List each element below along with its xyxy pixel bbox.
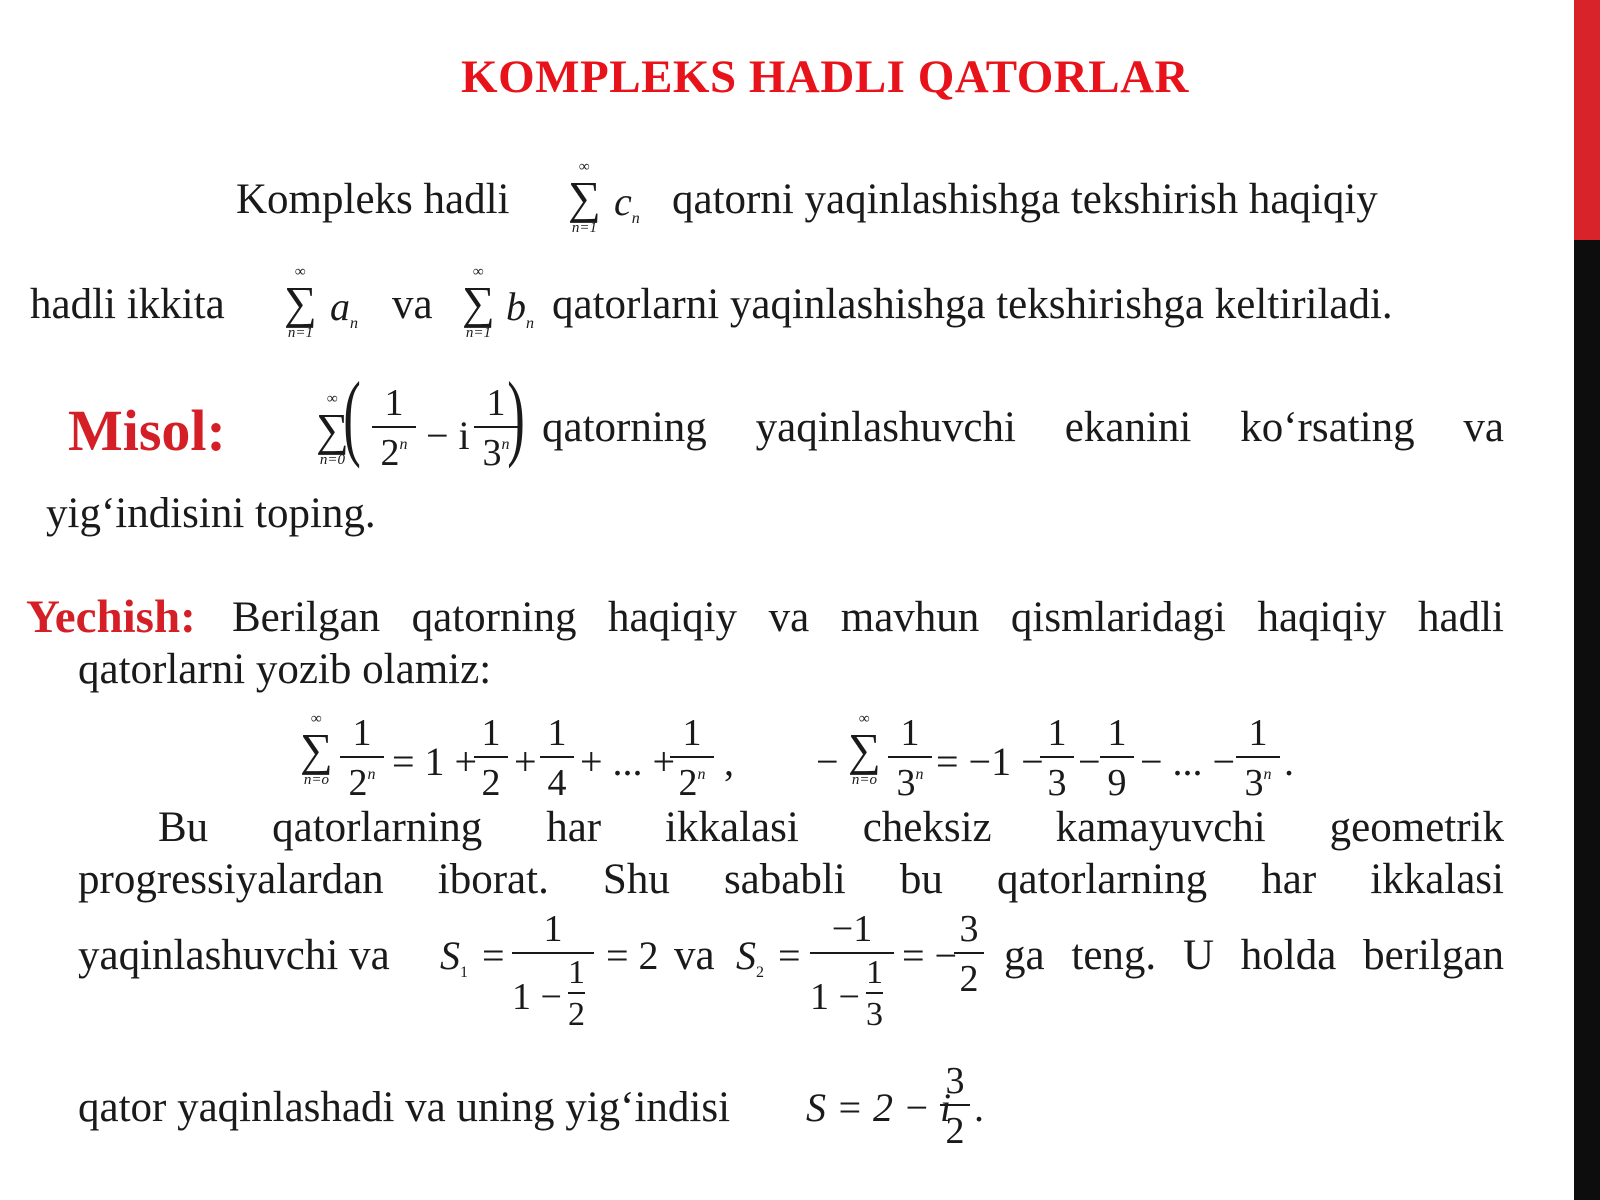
para-line2: progressiyalardan iborat. Shu sababli bu qatorlarning har ikkalasi <box>78 856 1504 903</box>
series1-plus: + <box>514 739 537 784</box>
series2-frac-1-over-3n: $\frac{1}{3^n}$ <box>888 714 932 802</box>
sum-a-symbol: ∞ ∑ n=1 <box>284 264 317 341</box>
series1-frac-last: $\frac{1}{2^n}$ <box>670 714 714 802</box>
misol-text1: qatorning yaqinlashuvchi ekanini ko‘rsating va <box>542 404 1504 451</box>
para-line4-pre: qator yaqinlashadi va uning yig‘indisi <box>78 1084 731 1131</box>
sum-c-symbol: ∞ ∑ n=1 <box>568 159 601 236</box>
para-line3-pre: yaqinlashuvchi va <box>78 932 390 979</box>
intro-line1-pre: Kompleks hadli <box>236 176 510 223</box>
S2-symbol: $S_2$ <box>736 933 764 981</box>
misol-label: Misol: <box>68 398 226 463</box>
S1-symbol: $S_1$ <box>440 933 468 981</box>
para-line3-post: ga teng. U holda berilgan <box>1004 932 1504 979</box>
series1-comma: , <box>724 739 734 784</box>
series2-period: . <box>1284 739 1294 784</box>
S1-eq: = <box>482 933 505 978</box>
S-final-frac: $\frac{3}{2}$ <box>940 1062 970 1150</box>
accent-stripe-red <box>1574 0 1600 240</box>
yechish-text1: Berilgan qatorning haqiqiy va mavhun qismlaridagi haqiqiy hadli <box>232 594 1504 641</box>
S2-eq-minus: = − <box>902 933 958 978</box>
series1-frac-1-over-2: $\frac{1}{2}$ <box>474 714 508 802</box>
S-final-period: . <box>974 1085 984 1130</box>
yechish-label: Yechish: <box>26 591 196 643</box>
S2-eq: = <box>778 933 801 978</box>
term-a-n: $a_n$ <box>330 284 358 332</box>
series1-plus-dots: + ... + <box>580 739 676 784</box>
series2-minus-dots: − ... − <box>1140 739 1236 784</box>
series1-frac-1-over-4: $\frac{1}{4}$ <box>540 714 574 802</box>
para-line1: Bu qatorlarning har ikkalasi cheksiz kamayuvchi geometrik <box>158 804 1504 851</box>
S1-result: = 2 <box>606 933 659 978</box>
accent-stripe-black <box>1574 240 1600 1200</box>
misol-text2: yig‘indisini toping. <box>46 490 376 537</box>
intro-line2-post: qatorlarni yaqinlashishga tekshirishga keltiriladi. <box>552 281 1393 328</box>
intro-line2-pre: hadli ikkita <box>30 281 225 328</box>
series1-eq: = 1 + <box>392 739 478 784</box>
series2-minus: − <box>816 739 839 784</box>
S-final: S = 2 − i <box>806 1085 952 1130</box>
left-paren: ( <box>343 362 361 469</box>
yechish-text2: qatorlarni yozib olamiz: <box>78 646 492 693</box>
S2-result-frac: $\frac{3}{2}$ <box>954 910 984 998</box>
page-title: KOMPLEKS HADLI QATORLAR <box>461 51 1189 103</box>
right-paren: ) <box>507 362 525 469</box>
series2-eq: = −1 − <box>936 739 1044 784</box>
misol-sum-symbol: ∞ ∑ n=0 <box>316 391 349 468</box>
series1-sum-symbol: ∞ ∑ n=o <box>300 711 333 788</box>
series2-minus-2: − <box>1078 739 1101 784</box>
series2-frac-last: $\frac{1}{3^n}$ <box>1236 714 1280 802</box>
minus-i: − i <box>426 413 470 458</box>
series1-frac-1-over-2n: $\frac{1}{2^n}$ <box>340 714 384 802</box>
frac-1-over-2n: $\frac{1}{2^n}$ <box>372 384 416 472</box>
term-b-n: $b_n$ <box>506 284 534 332</box>
S2-fraction: −1 1 − 1 3 <box>810 910 894 1040</box>
S1-fraction: 1 1 − 1 2 <box>512 910 594 1040</box>
frac-1-over-3n: $\frac{1}{3^n}$ <box>474 384 518 472</box>
intro-line2-mid: va <box>392 281 433 328</box>
para-line3-mid: va <box>674 932 715 979</box>
sum-b-symbol: ∞ ∑ n=1 <box>462 264 495 341</box>
series2-frac-1-over-3: $\frac{1}{3}$ <box>1040 714 1074 802</box>
term-c-n: $c_n$ <box>614 179 640 227</box>
intro-line1-post: qatorni yaqinlashishga tekshirish haqiqiy <box>672 176 1378 223</box>
series2-sum-symbol: ∞ ∑ n=o <box>848 711 881 788</box>
series2-frac-1-over-9: $\frac{1}{9}$ <box>1100 714 1134 802</box>
